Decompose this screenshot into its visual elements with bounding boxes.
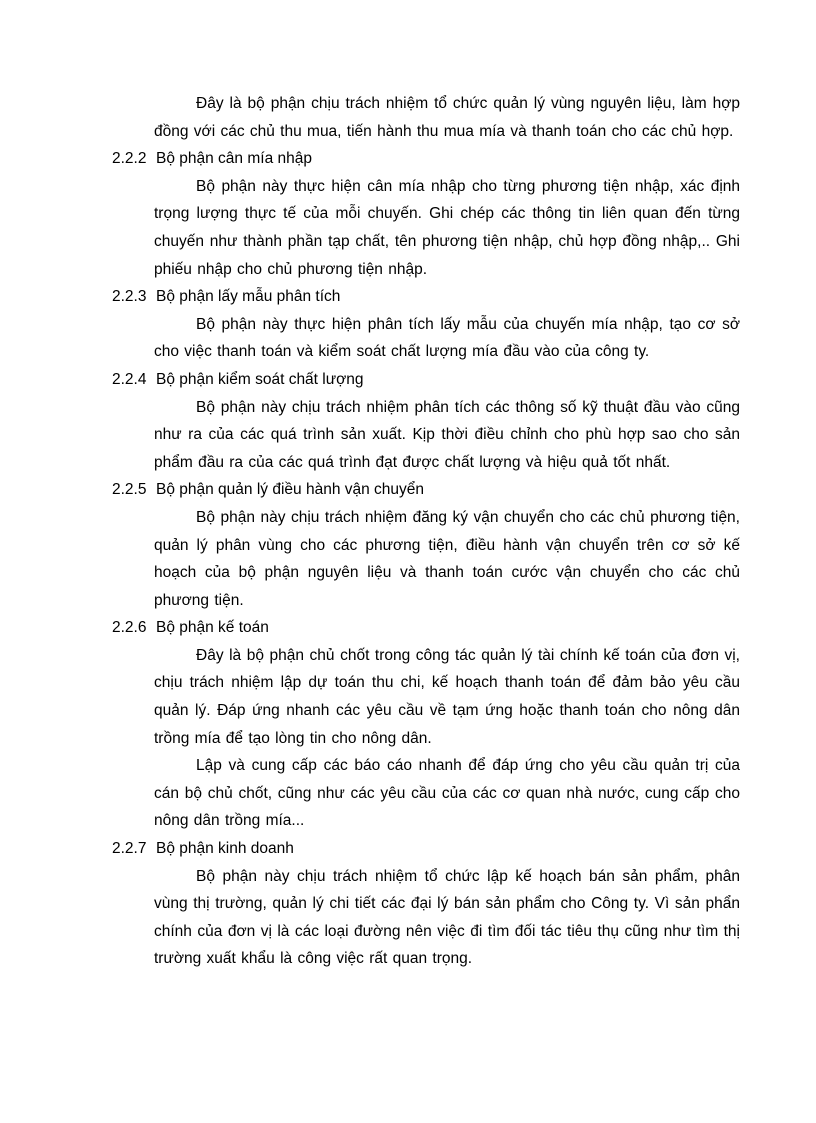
section-number: 2.2.6 [112,619,147,637]
section-2-2-5 [112,476,740,614]
section-2-2-7 [112,835,740,973]
section-2-2-2 [112,145,740,283]
section-paragraph: Bộ phận này chịu trách nhiệm tổ chức lập kế hoạch bán sản phẩm, phân vùng thị trường, quản lý chi tiết các đại lý bán sản phẩm cho Công ty. Vì sản phẩn chính của đơn vị là các loại đường nên việc đi tìm đối tác tiêu thụ cũng như tìm thị trường xuất khẩu là công việc rất quan trọng. [154,867,740,968]
section-title: Bộ phận kế toán [156,619,269,637]
section-2-2-4 [112,366,740,476]
section-number: 2.2.2 [112,150,147,168]
section-2-2-3 [112,283,740,366]
section-paragraph: Lập và cung cấp các báo cáo nhanh để đáp ứng cho yêu cầu quản trị của cán bộ chủ chốt, cũng như các yêu cầu của các cơ quan nhà nước, cung cấp cho nông dân trồng mía... [154,757,740,830]
section-title: Bộ phận lấy mẫu phân tích [156,288,341,306]
section-2-2-6 [112,614,740,835]
section-heading [112,366,740,394]
section-heading [112,614,740,642]
section-number: 2.2.3 [112,288,147,306]
document-body [112,90,740,973]
section-heading [112,476,740,504]
section-title: Bộ phận kiểm soát chất lượng [156,370,364,388]
section-paragraph: Bộ phận này thực hiện cân mía nhập cho từng phương tiện nhập, xác định trọng lượng thực tế của mỗi chuyến. Ghi chép các thông tin liên quan đến từng chuyến như thành phần tạp chất, tên phương tiện nhập, chủ hợp đồng nhập,.. Ghi phiếu nhập cho chủ phương tiện nhập. [154,177,740,278]
section-number: 2.2.5 [112,481,147,499]
section-number: 2.2.7 [112,840,147,858]
section-heading [112,283,740,311]
section-heading [112,835,740,863]
section-title: Bộ phận kinh doanh [156,840,294,858]
intro-paragraph: Đây là bộ phận chịu trách nhiệm tổ chức quản lý vùng nguyên liệu, làm hợp đồng với các chủ thu mua, tiến hành thu mua mía và thanh toán cho các chủ hợp. [154,95,740,140]
section-paragraph: Bộ phận này thực hiện phân tích lấy mẫu của chuyến mía nhập, tạo cơ sở cho việc thanh toán và kiểm soát chất lượng mía đầu vào của công ty. [154,315,740,361]
section-number: 2.2.4 [112,370,147,388]
section-paragraph: Bộ phận này chịu trách nhiệm đăng ký vận chuyển cho các chủ phương tiện, quản lý phân vùng cho các phương tiện, điều hành vận chuyển trên cơ sở kế hoạch của bộ phận nguyên liệu và thanh toán cước vận chuyển cho các chủ phương tiện. [154,508,740,609]
section-paragraph: Đây là bộ phận chủ chốt trong công tác quản lý tài chính kế toán của đơn vị, chịu trách nhiệm lập dự toán thu chi, kế hoạch thanh toán để đảm bảo yêu cầu quản lý. Đáp ứng nhanh các yêu cầu về tạm ứng hoặc thanh toán cho nông dân trồng mía để tạo lòng tin cho nông dân. [154,646,740,747]
section-title: Bộ phận cân mía nhập [156,150,312,168]
section-title: Bộ phận quản lý điều hành vận chuyển [156,481,425,499]
section-heading [112,145,740,173]
section-paragraph: Bộ phận này chịu trách nhiệm phân tích các thông số kỹ thuật đầu vào cũng như ra của các quá trình sản xuất. Kịp thời điều chỉnh cho phù hợp sao cho sản phẩm đầu ra của các quá trình đạt được chất lượng và hiệu quả tốt nhất. [154,398,740,471]
